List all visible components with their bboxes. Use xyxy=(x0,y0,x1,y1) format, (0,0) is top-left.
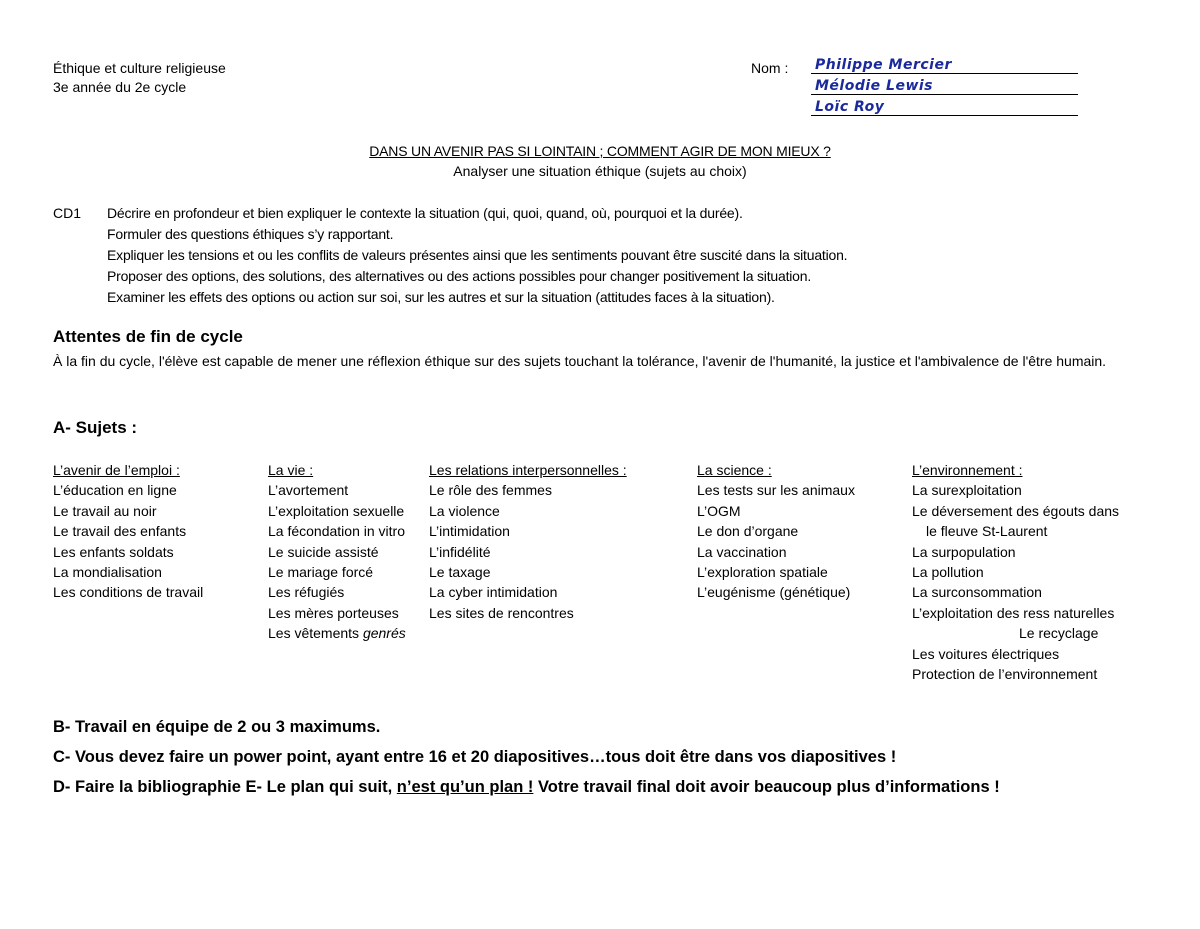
list-item: Protection de l’environnement xyxy=(912,666,1098,683)
instruction-d-prefix: D- Faire la bibliographie E- Le plan qui suit, xyxy=(53,778,393,796)
instruction-d-suffix: Votre travail final doit avoir beaucoup plus d’informations ! xyxy=(537,778,1000,796)
instruction-d-underlined: n’est qu’un plan ! xyxy=(396,778,534,796)
list-item: Les réfugiés xyxy=(268,584,345,601)
column-title: La science : xyxy=(697,462,772,478)
list-item: La violence xyxy=(429,502,500,519)
subject-column-vie xyxy=(268,460,406,644)
student-name-1: Philippe Mercier xyxy=(815,57,952,73)
attentes-heading: Attentes de fin de cycle xyxy=(53,327,243,346)
student-name-2: Mélodie Lewis xyxy=(815,78,934,94)
list-item: Le déversement des égouts dans xyxy=(912,502,1120,519)
list-item: Les enfants soldats xyxy=(53,543,174,560)
list-item: Les voitures électriques xyxy=(912,645,1060,662)
list-item: L’exploration spatiale xyxy=(697,564,828,581)
cd1-item: Proposer des options, des solutions, des alternatives ou des actions possibles pour changer positivement la situation. xyxy=(107,268,812,284)
list-item: Le travail des enfants xyxy=(53,523,187,540)
cd1-label: CD1 xyxy=(53,205,82,221)
name-line-1 xyxy=(811,73,1078,74)
instruction-d xyxy=(53,776,1000,798)
list-item: L’avortement xyxy=(268,482,349,499)
cd1-item: Expliquer les tensions et ou les conflits de valeurs présentes ainsi que les sentiments pouvant être suscité dans la situation. xyxy=(107,247,848,263)
column-title: L’environnement : xyxy=(912,462,1023,478)
subject-column-environnement xyxy=(912,460,1119,684)
list-item: La mondialisation xyxy=(53,564,162,581)
attentes-text: À la fin du cycle, l'élève est capable de mener une réflexion éthique sur des sujets touchant la tolérance, l'avenir de l'humanité, la justice et l'ambivalence de l'être humain. xyxy=(53,353,1107,369)
list-item: La fécondation in vitro xyxy=(268,523,405,540)
name-line-2 xyxy=(811,94,1078,95)
name-label: Nom : xyxy=(751,60,789,76)
document-title: DANS UN AVENIR PAS SI LOINTAIN ; COMMENT AGIR DE MON MIEUX ? xyxy=(369,143,831,159)
list-item: L’OGM xyxy=(697,502,741,519)
document-subtitle: Analyser une situation éthique (sujets au choix) xyxy=(453,163,747,179)
list-item xyxy=(268,623,406,643)
list-item: Les mères porteuses xyxy=(268,604,399,621)
subject-column-emploi xyxy=(53,460,203,603)
list-item: le fleuve St-Laurent xyxy=(926,523,1048,540)
list-item: L’infidélité xyxy=(429,543,491,560)
list-item: L’éducation en ligne xyxy=(53,482,177,499)
list-item: Le suicide assisté xyxy=(268,543,379,560)
cd1-criteria-list xyxy=(107,203,847,308)
instruction-b: B- Travail en équipe de 2 ou 3 maximums. xyxy=(53,718,381,736)
list-item: Le rôle des femmes xyxy=(429,482,552,499)
list-item: Le travail au noir xyxy=(53,502,157,519)
column-title: L’avenir de l’emploi : xyxy=(53,462,180,478)
item-text: Les vêtements xyxy=(268,625,363,642)
instruction-c: C- Vous devez faire un power point, ayant entre 16 et 20 diapositives…tous doit être dans vos diapositives ! xyxy=(53,748,897,766)
list-item: Les sites de rencontres xyxy=(429,604,574,621)
list-item: L’intimidation xyxy=(429,523,510,540)
sujets-heading: A- Sujets : xyxy=(53,418,138,437)
list-item: Le recyclage xyxy=(1019,625,1099,642)
list-item: La pollution xyxy=(912,564,984,581)
list-item: L’exploitation des ress naturelles xyxy=(912,604,1115,621)
item-italic-text: genrés xyxy=(362,625,406,642)
course-name: Éthique et culture religieuse xyxy=(53,60,226,76)
list-item: La surconsommation xyxy=(912,584,1042,601)
list-item: La surpopulation xyxy=(912,543,1016,560)
list-item: Le don d’organe xyxy=(697,523,799,540)
list-item: La vaccination xyxy=(697,543,787,560)
list-item: La surexploitation xyxy=(912,482,1022,499)
list-item: L’exploitation sexuelle xyxy=(268,502,405,519)
list-item: Les tests sur les animaux xyxy=(697,482,855,499)
list-item: Les conditions de travail xyxy=(53,584,204,601)
course-level: 3e année du 2e cycle xyxy=(53,79,187,95)
column-title: La vie : xyxy=(268,462,314,478)
column-title: Les relations interpersonnelles : xyxy=(429,462,627,478)
cd1-item: Examiner les effets des options ou action sur soi, sur les autres et sur la situation (attitudes faces à la situation). xyxy=(107,289,775,305)
cd1-item: Formuler des questions éthiques s’y rapportant. xyxy=(107,226,394,242)
list-item: Le mariage forcé xyxy=(268,564,374,581)
list-item: La cyber intimidation xyxy=(429,584,558,601)
student-name-3: Loïc Roy xyxy=(815,99,885,115)
cd1-item: Décrire en profondeur et bien expliquer le contexte la situation (qui, quoi, quand, où, pourquoi et la durée). xyxy=(107,205,743,221)
name-line-3 xyxy=(811,115,1078,116)
list-item: Le taxage xyxy=(429,564,491,581)
subject-column-relations xyxy=(429,460,627,623)
list-item: L’eugénisme (génétique) xyxy=(697,584,851,601)
subject-column-science xyxy=(697,460,855,603)
